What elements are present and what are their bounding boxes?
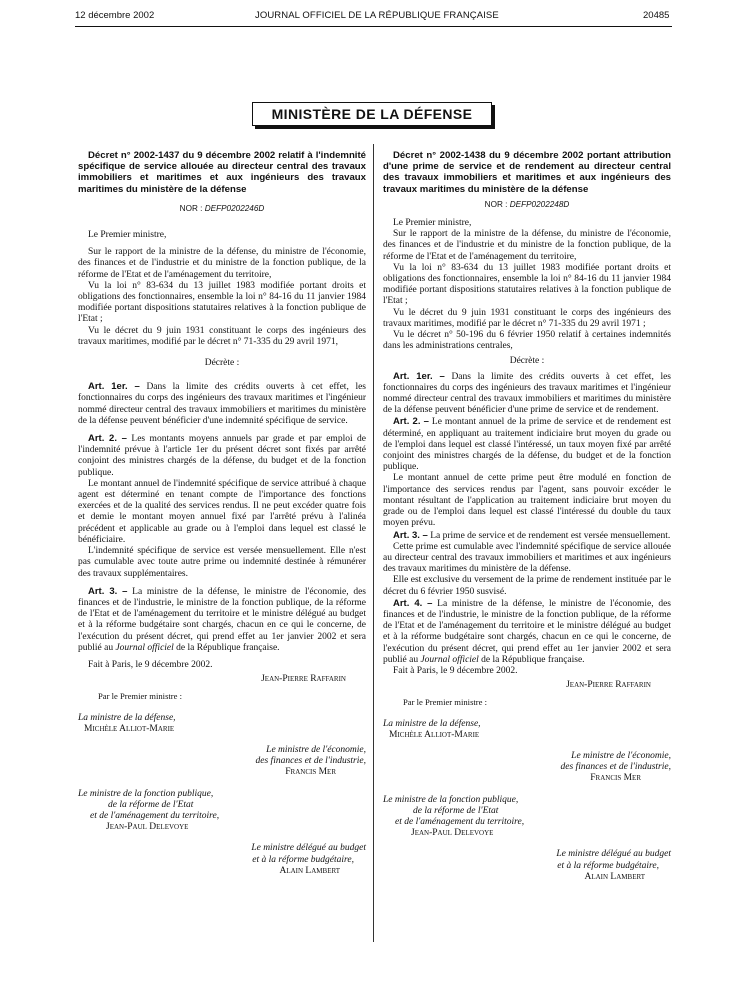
article-label: Art. 2. –	[88, 433, 127, 445]
signatory-role: des finances et de l'industrie,	[560, 762, 671, 773]
signatory-role: Le ministre de l'économie,	[571, 750, 671, 761]
article-2	[383, 416, 671, 473]
signatory-role: et à la réforme budgétaire,	[252, 854, 354, 865]
place-date: Fait à Paris, le 9 décembre 2002.	[393, 665, 518, 676]
signatory-role: La ministre de la défense,	[78, 712, 176, 723]
article-text: Le montant annuel de la prime de service et de rendement est déterminé, en appliquant au traitement indiciaire brut moyen du grade ou de l'emploi dans lequel est classé l'intéressé, un taux moyen fixé par arrêté conjoint des ministres chargés de la défense, du budget et de la fonction publique.	[383, 417, 671, 473]
signatory-role: et à la réforme budgétaire,	[557, 860, 659, 871]
signatory-name: Jean-Paul Delevoye	[106, 822, 189, 833]
article-text: Dans la limite des crédits ouverts à cet effet, les fonctionnaires du corps des ingénieurs des travaux maritimes et l'ingénieur nommé directeur central des travaux immobiliers et maritimes du ministère de la défense peuvent bénéficier d'une prime de service et de rendement.	[383, 371, 671, 416]
paragraph: Vu la loi n° 83-634 du 13 juillet 1983 modifiée portant droits et obligations des fonctionnaires, ensemble la loi n° 84-16 du 11 janvier 1984 modifiée portant dispositions statutaires relatives à la fonction publique de l'Etat ;	[383, 262, 671, 307]
signatory-name: Alain Lambert	[279, 865, 340, 876]
signatory-role: et de l'aménagement du territoire,	[395, 816, 525, 827]
article-text-end: de la République française.	[481, 654, 585, 665]
article-1	[383, 371, 671, 417]
article-text: La ministre de la défense, le ministre de l'économie, des finances et de l'industrie, le ministre de la fonction publique, de la réforme de l'Etat et de l'aménagement du territoire et le ministre délégué au budget et à la réforme budgétaire sont chargés, chacun en ce qui le concerne, de l'exécution du présent décret, qui prend effet au 1er janvier 2002 et sera publié au	[78, 586, 366, 653]
header-date: 12 décembre 2002	[75, 10, 155, 21]
paragraph: Vu le décret n° 50-196 du 6 février 1950 relatif à certaines indemnités dans les administrations centrales,	[383, 330, 671, 352]
page-header	[0, 10, 748, 26]
decrete-heading: Décrète :	[204, 358, 240, 369]
header-rule	[75, 26, 672, 27]
nor-reference	[78, 203, 366, 214]
signatory-defense	[78, 713, 366, 735]
signature-premier-ministre: Jean-Pierre Raffarin	[566, 680, 651, 691]
signatory-name: Jean-Paul Delevoye	[411, 828, 494, 839]
signatory-defense	[383, 719, 671, 741]
paragraph: Le montant annuel de cette prime peut être modulé en fonction de l'importance des services rendus par l'agent, sans pouvoir excéder le montant résultant de l'application au traitement indiciaire brut moyen du grade ou de l'emploi dans lequel est classé l'intéressé du double du taux moyen prévu.	[383, 473, 671, 529]
signatory-budget	[383, 849, 671, 883]
signatory-name: Michèle Alliot-Marie	[389, 729, 480, 740]
header-journal-title: JOURNAL OFFICIEL DE LA RÉPUBLIQUE FRANÇAISE	[255, 10, 499, 21]
par-premier-ministre: Par le Premier ministre :	[403, 697, 488, 708]
paragraph: Vu le décret du 9 juin 1931 constituant le corps des ingénieurs des travaux maritimes, modifié par le décret n° 71-335 du 29 avril 1971,	[78, 325, 366, 347]
signatory-role: La ministre de la défense,	[383, 718, 481, 729]
article-text: Dans la limite des crédits ouverts à cet effet, les fonctionnaires du corps des ingénieurs des travaux maritimes et l'ingénieur nommé directeur central des travaux immobiliers et maritimes du ministère de la défense peuvent bénéficier d'une indemnité spécifique de service.	[78, 382, 366, 426]
decree-title: Décret n° 2002-1438 du 9 décembre 2002 portant attribution d'une prime de service et de rendement au directeur central des travaux immobiliers et maritimes et aux ingénieurs des travaux maritimes du ministère de la défense	[383, 150, 671, 195]
paragraph: Le montant annuel de l'indemnité spécifique de service attribué à chaque agent est déterminé en tenant compte de l'importance des fonctions exercées et de la qualité des services rendus. Il ne peut excéder quatre fois et demie le montant moyen annuel fixé par l'arrêté prévu à l'alinéa précédent et applicable au grade ou à l'emploi dans lequel est classé le bénéficiaire.	[78, 478, 366, 545]
nor-reference	[383, 199, 671, 210]
signatory-name: Alain Lambert	[584, 871, 645, 882]
article-text: La prime de service et de rendement est versée mensuellement.	[430, 530, 671, 541]
signatory-economie	[78, 745, 366, 779]
article-label: Art. 3. –	[393, 529, 428, 541]
signatory-role: de la réforme de l'Etat	[108, 799, 194, 810]
signatory-name: Francis Mer	[285, 767, 336, 778]
article-1	[78, 381, 366, 427]
signatory-role: et de l'aménagement du territoire,	[90, 810, 220, 821]
signatory-name: Francis Mer	[590, 773, 641, 784]
journal-officiel-mention: Journal officiel	[420, 654, 479, 665]
nor-label: NOR :	[484, 199, 508, 209]
article-text: Les montants moyens annuels par grade et par emploi de l'indemnité prévue à l'article 1er du présent décret sont fixés par arrêté conjoint des ministres chargés de la défense, du budget et de la fonction publique.	[78, 434, 366, 478]
paragraph: Elle est exclusive du versement de la prime de rendement instituée par le décret du 6 février 1950 susvisé.	[383, 575, 671, 597]
decrete-heading: Décrète :	[509, 356, 545, 367]
signatory-fonction-publique	[78, 789, 366, 834]
decree-title: Décret n° 2002-1437 du 9 décembre 2002 relatif à l'indemnité spécifique de service allouée au directeur central des travaux immobiliers et maritimes et aux ingénieurs des travaux maritimes du ministère de la défense	[78, 150, 366, 195]
paragraph: Vu le décret du 9 juin 1931 constituant le corps des ingénieurs des travaux maritimes, modifié par le décret n° 71-335 du 29 avril 1971 ;	[383, 307, 671, 329]
nor-code: DEFP0202246D	[204, 203, 265, 213]
paragraph: Vu la loi n° 83-634 du 13 juillet 1983 modifiée portant droits et obligations des fonctionnaires, ensemble la loi n° 84-16 du 11 janvier 1984 modifiée portant dispositions statutaires relatives à la fonction publique de l'Etat ;	[78, 280, 366, 325]
article-label: Art. 1er. –	[393, 370, 445, 382]
signatory-role: Le ministre délégué au budget	[251, 843, 366, 854]
signatory-economie	[383, 751, 671, 785]
paragraph: Cette prime est cumulable avec l'indemnité spécifique de service allouée au directeur central des travaux immobiliers et maritimes et aux ingénieurs des travaux maritimes du ministère de la défense.	[383, 541, 671, 575]
article-4	[383, 598, 671, 666]
article-text-end: de la République française.	[176, 642, 280, 653]
right-column-decree	[383, 150, 671, 883]
nor-code: DEFP0202248D	[509, 199, 570, 209]
article-label: Art. 3. –	[88, 585, 128, 597]
signatory-fonction-publique	[383, 795, 671, 840]
article-label: Art. 2. –	[393, 416, 429, 428]
paragraph: L'indemnité spécifique de service est versée mensuellement. Elle n'est pas cumulable avec toute autre prime ou indemnité destinée à rémunérer des travaux supplémentaires.	[78, 546, 366, 579]
article-3	[383, 530, 671, 542]
article-text: La ministre de la défense, le ministre de l'économie, des finances et de l'industrie, le ministre de la fonction publique, de la réforme de l'Etat et de l'aménagement du territoire et le ministre délégué au budget et à la réforme budgétaire sont chargés, chacun en ce qui le concerne, de l'exécution du présent décret, qui prend effet au 1er janvier 2002 et sera publié au	[383, 598, 671, 665]
par-premier-ministre: Par le Premier ministre :	[98, 691, 183, 702]
article-2	[78, 433, 366, 479]
journal-officiel-mention: Journal officiel	[115, 642, 174, 653]
signatory-role: des finances et de l'industrie,	[255, 756, 366, 767]
signatory-role: Le ministre de l'économie,	[266, 744, 366, 755]
signatory-role: de la réforme de l'Etat	[413, 805, 499, 816]
signature-premier-ministre: Jean-Pierre Raffarin	[261, 674, 346, 685]
nor-label: NOR :	[179, 203, 203, 213]
column-divider	[373, 144, 374, 942]
paragraph: Le Premier ministre,	[393, 218, 472, 229]
left-column-decree	[78, 150, 366, 877]
article-label: Art. 1er. –	[88, 381, 140, 393]
signatory-budget	[78, 843, 366, 877]
signatory-role: Le ministre de la fonction publique,	[383, 794, 519, 805]
paragraph: Le Premier ministre,	[88, 230, 167, 241]
ministry-heading: MINISTÈRE DE LA DÉFENSE	[252, 102, 492, 126]
signatory-role: Le ministre de la fonction publique,	[78, 788, 214, 799]
article-label: Art. 4. –	[393, 597, 433, 609]
signatory-name: Michèle Alliot-Marie	[84, 723, 175, 734]
place-date: Fait à Paris, le 9 décembre 2002.	[88, 659, 213, 670]
article-3	[78, 586, 366, 654]
paragraph: Sur le rapport de la ministre de la défense, du ministre de l'économie, des finances et de l'industrie et du ministre de la fonction publique, de la réforme de l'Etat et de l'aménagement du territoire,	[78, 247, 366, 280]
header-page-number: 20485	[643, 10, 670, 21]
signatory-role: Le ministre délégué au budget	[556, 849, 671, 860]
paragraph: Sur le rapport de la ministre de la défense, du ministre de l'économie, des finances et de l'industrie et du ministre de la fonction publique, de la réforme de l'Etat et de l'aménagement du territoire,	[383, 229, 671, 262]
